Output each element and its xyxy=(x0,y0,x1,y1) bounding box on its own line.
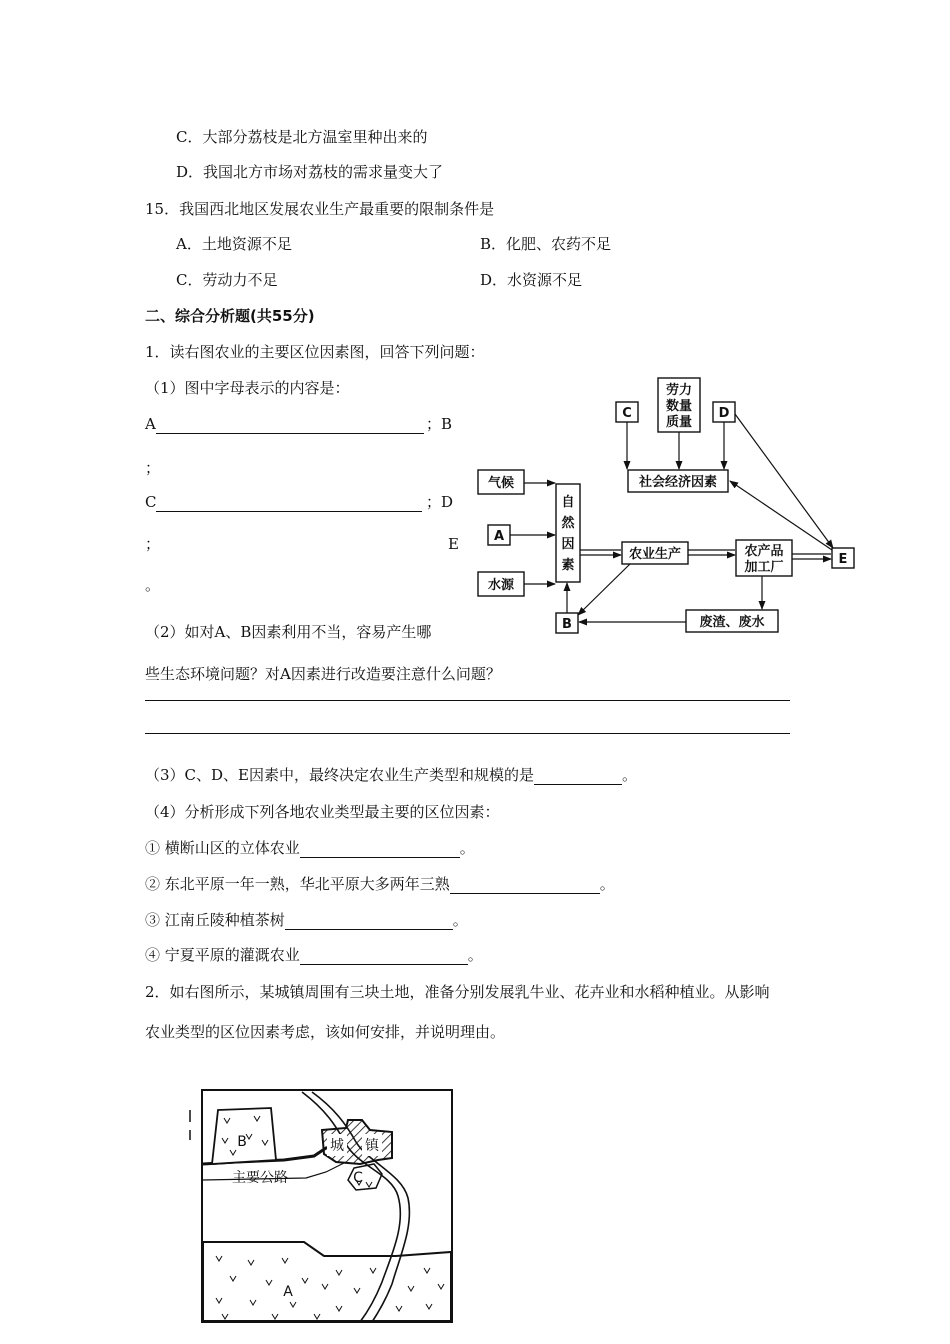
q15-option-c: C．劳动力不足 xyxy=(176,271,278,289)
item-3-text: ③ 江南丘陵种植茶树 xyxy=(145,911,285,929)
q1-item-2 xyxy=(145,874,615,894)
label-labor-1: 劳力 xyxy=(665,383,693,398)
part3-end: 。 xyxy=(622,766,638,784)
q1-semicolon-1: ； xyxy=(145,459,161,477)
part3-text: （3）C、D、E因素中，最终决定农业生产类型和规模的是 xyxy=(145,766,534,784)
answer-blank-part3[interactable] xyxy=(534,768,622,785)
arrow-agri-b xyxy=(578,564,630,615)
q1-part2-line1: （2）如对A、B因素利用不当，容易产生哪 xyxy=(145,623,432,641)
q1-sep-ab: ；B xyxy=(426,415,453,433)
q1-part4: （4）分析形成下列各地农业类型最主要的区位因素： xyxy=(145,803,500,821)
item-3-end: 。 xyxy=(452,911,468,929)
map-label-town-2: 镇 xyxy=(365,1138,379,1154)
label-natural-3: 因 xyxy=(561,537,575,552)
q1-label-c xyxy=(145,492,422,512)
town-land-map xyxy=(186,1084,456,1324)
q1-label-e: E xyxy=(448,535,459,553)
answer-line-2[interactable] xyxy=(145,733,790,734)
answer-blank-a[interactable] xyxy=(156,417,424,434)
answer-blank-item-1[interactable] xyxy=(300,841,460,858)
arrow-d-e xyxy=(735,414,833,548)
item-1-end: 。 xyxy=(459,839,475,857)
map-label-a: A xyxy=(283,1284,293,1300)
label-labor-3: 质量 xyxy=(665,415,693,430)
label-b: B xyxy=(562,617,572,632)
item-2-end: 。 xyxy=(599,875,615,893)
q15-option-b: B．化肥、农药不足 xyxy=(480,235,612,253)
label-a: A xyxy=(493,529,505,544)
answer-blank-item-2[interactable] xyxy=(450,877,600,894)
map-label-town-1: 城 xyxy=(330,1138,344,1154)
q2-line1: 2．如右图所示，某城镇周围有三块土地，准备分别发展乳牛业、花卉业和水稻种植业。从影响 xyxy=(145,983,770,1001)
label-natural-2: 然 xyxy=(561,516,575,531)
q14-option-d: D．我国北方市场对荔枝的需求量变大了 xyxy=(176,163,444,181)
q1-semicolon-2: ； xyxy=(145,535,161,553)
q15-stem: 15．我国西北地区发展农业生产最重要的限制条件是 xyxy=(145,200,495,218)
label-natural-4: 素 xyxy=(561,558,575,573)
label-labor-2: 数量 xyxy=(665,399,693,414)
answer-blank-item-4[interactable] xyxy=(300,948,468,965)
item-4-text: ④ 宁夏平原的灌溉农业 xyxy=(145,946,300,964)
q1-item-1 xyxy=(145,838,475,858)
label-factory-2: 加工厂 xyxy=(744,560,784,575)
map-label-c: C xyxy=(353,1170,363,1186)
label-natural-1: 自 xyxy=(561,495,575,510)
label-waste: 废渣、废水 xyxy=(699,615,765,630)
q1-part1-prompt: （1）图中字母表示的内容是： xyxy=(145,379,350,397)
map-label-road: 主要公路 xyxy=(232,1170,288,1186)
q1-label-a xyxy=(145,414,424,434)
q1-part2-line2: 些生态环境问题？对A因素进行改造要注意什么问题？ xyxy=(145,665,501,683)
label-c: C xyxy=(622,406,632,421)
location-factors-diagram xyxy=(470,370,860,640)
section2-title: 二、综合分析题(共55分) xyxy=(145,307,315,325)
label-a: A xyxy=(145,415,156,433)
label-d: D xyxy=(718,406,730,421)
q1-part3 xyxy=(145,765,637,785)
answer-line-1[interactable] xyxy=(145,700,790,701)
q1-item-4 xyxy=(145,945,483,965)
q15-option-d: D．水资源不足 xyxy=(480,271,583,289)
label-agri: 农业生产 xyxy=(628,547,682,562)
item-2-text: ② 东北平原一年一熟，华北平原大多两年三熟 xyxy=(145,875,450,893)
label-water: 水源 xyxy=(487,578,515,593)
q1-period: 。 xyxy=(145,576,161,594)
q2-line2: 农业类型的区位因素考虑，该如何安排，并说明理由。 xyxy=(145,1023,506,1041)
label-factory-1: 农产品 xyxy=(744,544,784,559)
q1-stem: 1．读右图农业的主要区位因素图，回答下列问题： xyxy=(145,343,485,361)
answer-blank-item-3[interactable] xyxy=(285,913,453,930)
q14-option-c: C．大部分荔枝是北方温室里种出来的 xyxy=(176,128,428,146)
answer-blank-c[interactable] xyxy=(156,495,422,512)
label-e: E xyxy=(838,552,848,567)
label-climate: 气候 xyxy=(487,476,515,491)
item-1-text: ① 横断山区的立体农业 xyxy=(145,839,300,857)
q15-option-a: A．土地资源不足 xyxy=(176,235,292,253)
map-label-b: B xyxy=(237,1134,247,1150)
q1-sep-cd: ；D xyxy=(426,493,454,511)
item-4-end: 。 xyxy=(467,946,483,964)
label-social: 社会经济因素 xyxy=(638,475,718,490)
label-c: C xyxy=(145,493,157,511)
q1-item-3 xyxy=(145,910,468,930)
